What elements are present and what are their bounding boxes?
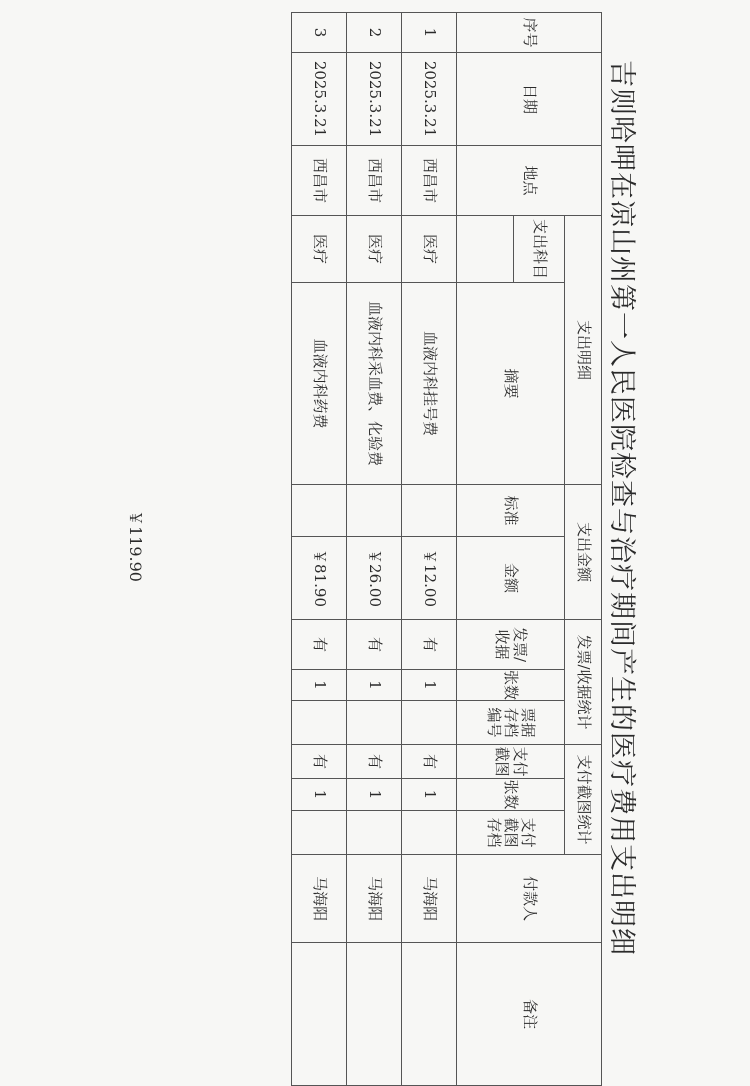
- header-screenshot-count: 张数: [457, 779, 565, 811]
- header-invoice-group: 发票/收据统计: [565, 620, 602, 745]
- cell-invoice: 有: [402, 620, 457, 670]
- header-place: 地点: [457, 146, 602, 216]
- cell-category: 医疗: [347, 216, 402, 283]
- cell-place: 西昌市: [347, 146, 402, 216]
- cell-standard: [402, 485, 457, 537]
- cell-remark: [292, 943, 347, 1086]
- cell-date: 2025.3.21: [402, 53, 457, 146]
- cell-invoice-archive: [347, 701, 402, 745]
- cell-standard: [347, 485, 402, 537]
- table-row: [402, 13, 457, 1086]
- cell-screenshot-count: 1: [402, 779, 457, 811]
- header-remark: 备注: [457, 943, 602, 1086]
- cell-seq: 1: [402, 13, 457, 53]
- cell-screenshot-archive: [347, 811, 402, 855]
- cell-screenshot: 有: [347, 745, 402, 779]
- cell-invoice-count: 1: [292, 670, 347, 701]
- header-payment-group: 支付截图统计: [565, 745, 602, 855]
- cell-summary: 血液内科药费: [292, 283, 347, 485]
- header-category-blank: [457, 216, 514, 283]
- header-seq: 序号: [457, 13, 602, 53]
- cell-screenshot-archive: [402, 811, 457, 855]
- cell-screenshot: 有: [292, 745, 347, 779]
- cell-date: 2025.3.21: [347, 53, 402, 146]
- cell-screenshot: 有: [402, 745, 457, 779]
- table-row: [292, 13, 347, 1086]
- header-payer: 付款人: [457, 855, 602, 943]
- cell-date: 2025.3.21: [292, 53, 347, 146]
- cell-category: 医疗: [292, 216, 347, 283]
- header-category: 支出科目: [514, 216, 565, 283]
- header-invoice-archive: 票据存档编号: [457, 701, 565, 745]
- cell-remark: [402, 943, 457, 1086]
- cell-invoice-archive: [292, 701, 347, 745]
- header-summary: 摘要: [457, 283, 565, 485]
- header-invoice-count: 张数: [457, 670, 565, 701]
- cell-invoice-count: 1: [347, 670, 402, 701]
- cell-payer: 马海阳: [402, 855, 457, 943]
- header-screenshot: 支付截图: [457, 745, 565, 779]
- cell-category: 医疗: [402, 216, 457, 283]
- cell-amount: ￥12.00: [402, 537, 457, 620]
- cell-seq: 3: [292, 13, 347, 53]
- header-amount: 金额: [457, 537, 565, 620]
- cell-screenshot-count: 1: [292, 779, 347, 811]
- cell-remark: [347, 943, 402, 1086]
- cell-summary: 血液内科采血费、化验费: [347, 283, 402, 485]
- cell-payer: 马海阳: [347, 855, 402, 943]
- header-invoice: 发票/收据: [457, 620, 565, 670]
- table-row: [347, 13, 402, 1086]
- cell-invoice-count: 1: [402, 670, 457, 701]
- cell-standard: [292, 485, 347, 537]
- header-date: 日期: [457, 53, 602, 146]
- cell-place: 西昌市: [402, 146, 457, 216]
- cell-summary: 血液内科挂号费: [402, 283, 457, 485]
- header-standard: 标准: [457, 485, 565, 537]
- header-detail-group: 支出明细: [565, 216, 602, 485]
- document-title: 吉则哈呷在凉山州第一人民医院检查与治疗期间产生的医疗费用支出明细: [606, 60, 637, 956]
- header-screenshot-archive: 支付截图存档: [457, 811, 565, 855]
- cell-amount: ￥26.00: [347, 537, 402, 620]
- cell-amount: ￥81.90: [292, 537, 347, 620]
- cell-place: 西昌市: [292, 146, 347, 216]
- total-amount: ￥119.90: [126, 510, 145, 582]
- cell-screenshot-archive: [292, 811, 347, 855]
- cell-seq: 2: [347, 13, 402, 53]
- cell-invoice-archive: [402, 701, 457, 745]
- cell-screenshot-count: 1: [347, 779, 402, 811]
- expense-table: [291, 12, 602, 1086]
- cell-invoice: 有: [292, 620, 347, 670]
- cell-invoice: 有: [347, 620, 402, 670]
- header-amount-group: 支出金额: [565, 485, 602, 620]
- cell-payer: 马海阳: [292, 855, 347, 943]
